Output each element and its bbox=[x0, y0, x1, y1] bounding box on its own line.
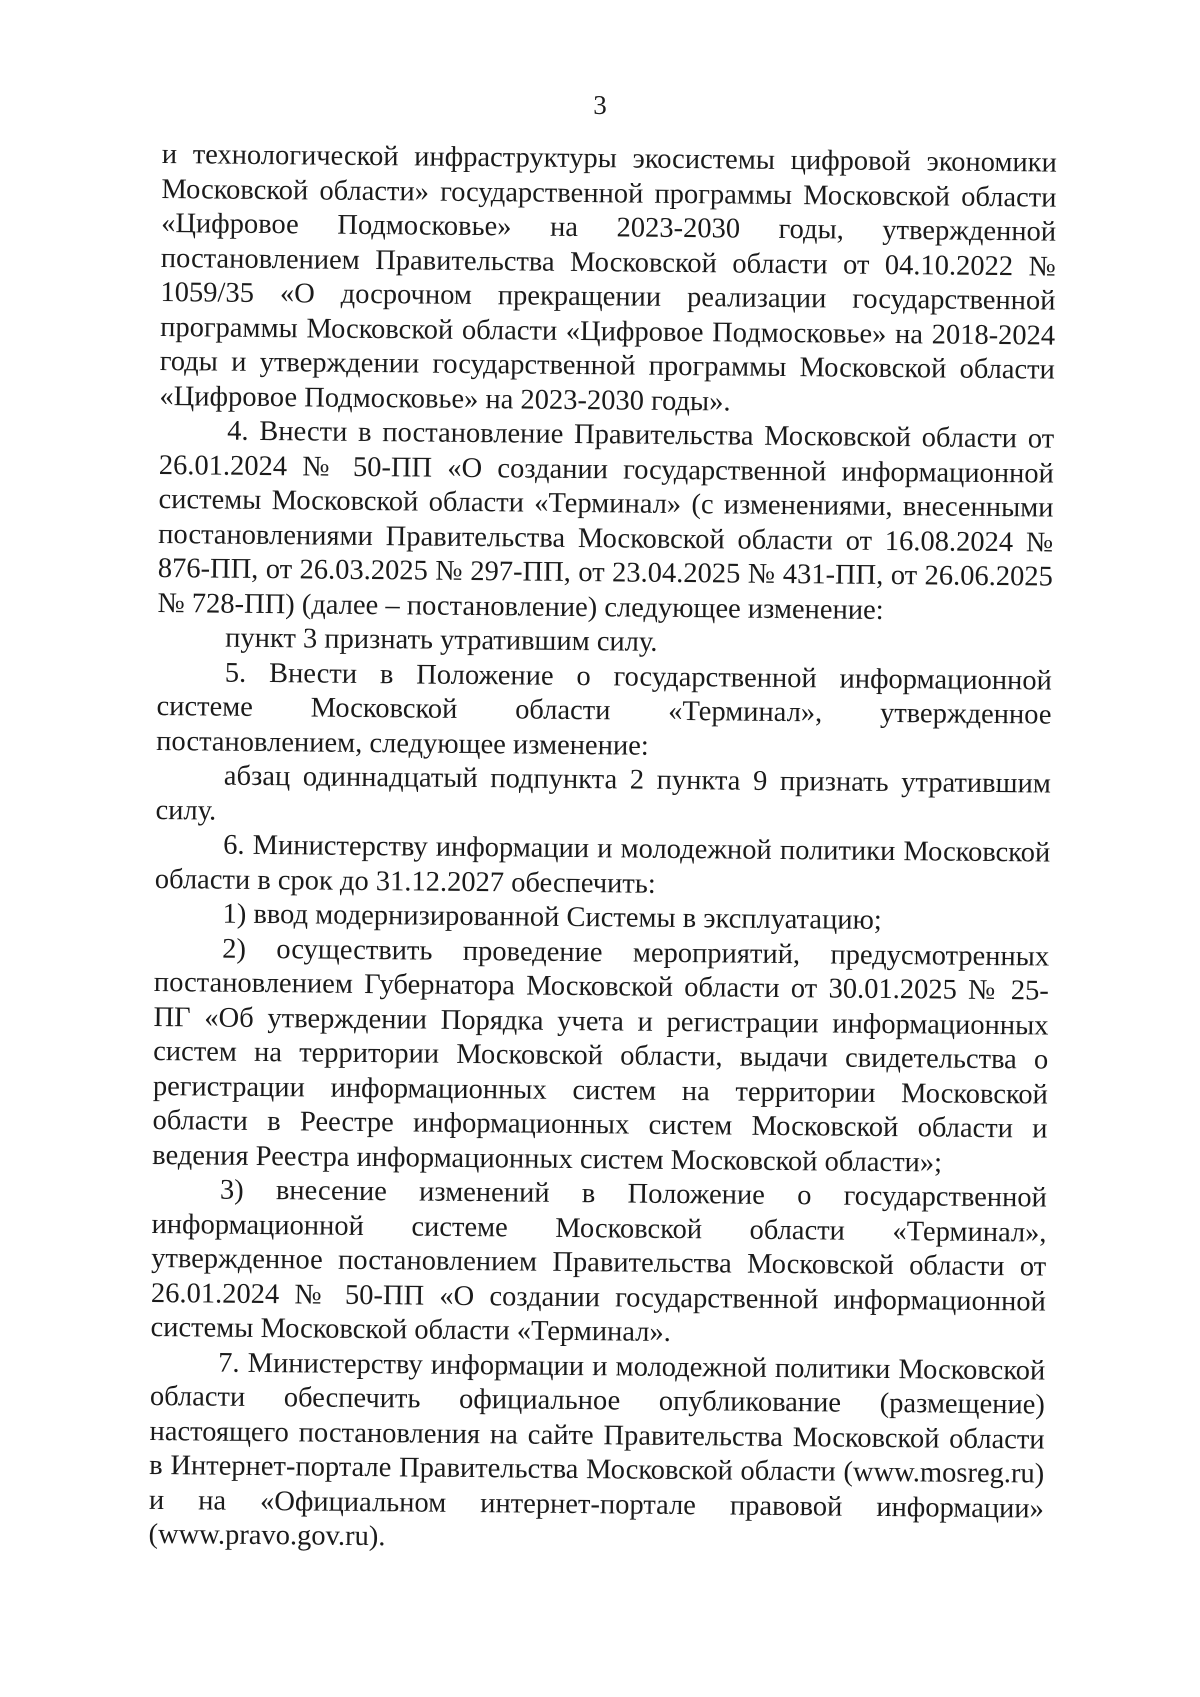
paragraph-item-5: 5. Внести в Положение о государственной информационной системе Московской области «Терминал», утвержденное постановлением, следующее изменение: bbox=[156, 657, 1052, 762]
paragraph-item-4-change: пункт 3 признать утратившим силу. bbox=[225, 622, 658, 658]
paragraph-item-6: 6. Министерству информации и молодежной политики Московской области в срок до 31.12.2027 обеспечить: bbox=[154, 829, 1051, 900]
page-number: 3 bbox=[593, 90, 607, 120]
document-body bbox=[148, 138, 1057, 1561]
paragraph-item-5-change: абзац одиннадцатый подпункта 2 пункта 9 признать утратившим силу. bbox=[155, 760, 1051, 827]
paragraph-item-7: 7. Министерству информации и молодежной политики Московской области обеспечить официальное опубликование (размещение) настоящего постановления на сайте Правительства Московской области в Интернет-портале Правительства Московской области (www.mosreg.ru) и на «Официальном интернет-портале правовой информации» (www.pravo.gov.ru). bbox=[148, 1347, 1046, 1553]
paragraph-item-6-sub-2: 2) осуществить проведение мероприятий, предусмотренных постановлением Губернатора Московской области от 30.01.2025 № 25-ПГ «Об утверждении Порядка учета и регистрации информационных систем на территории Московской области, выдачи свидетельства о регистрации информационных систем на территории Московской области в Реестре информационных систем Московской области и ведения Реестра информационных систем Московской области»; bbox=[152, 933, 1050, 1179]
paragraph-item-6-sub-3: 3) внесение изменений в Положение о государственной информационной системе Московской области «Терминал», утвержденное постановлением Правительства Московской области от 26.01.2024 № 50-ПП «О создании государственной информационной системы Московской области «Терминал». bbox=[150, 1174, 1048, 1348]
paragraph-item-6-sub-1: 1) ввод модернизированной Системы в эксплуатацию; bbox=[222, 898, 882, 936]
paragraph-continuation: и технологической инфраструктуры экосистемы цифровой экономики Московской области» государственной программы Московской области «Цифровое Подмосковье» на 2023-2030 годы, утвержденной постановлением Правительства Московской области от 04.10.2022 № 1059/35 «О досрочном прекращении реализации государственной программы Московской области «Цифровое Подмосковье» на 2018-2024 годы и утверждении государственной программы Московской области «Цифровое Подмосковье» на 2023-2030 годы». bbox=[159, 138, 1057, 417]
paragraph-item-4: 4. Внести в постановление Правительства Московской области от 26.01.2024 № 50-ПП «О создании государственной информационной системы Московской области «Терминал» (с изменениями, внесенными постановлениями Правительства Московской области от 16.08.2024 № 876-ПП, от 26.03.2025 № 297-ПП, от 23.04.2025 № 431-ПП, от 26.06.2025 № 728-ПП) (далее – постановление) следующее изменение: bbox=[157, 415, 1055, 626]
